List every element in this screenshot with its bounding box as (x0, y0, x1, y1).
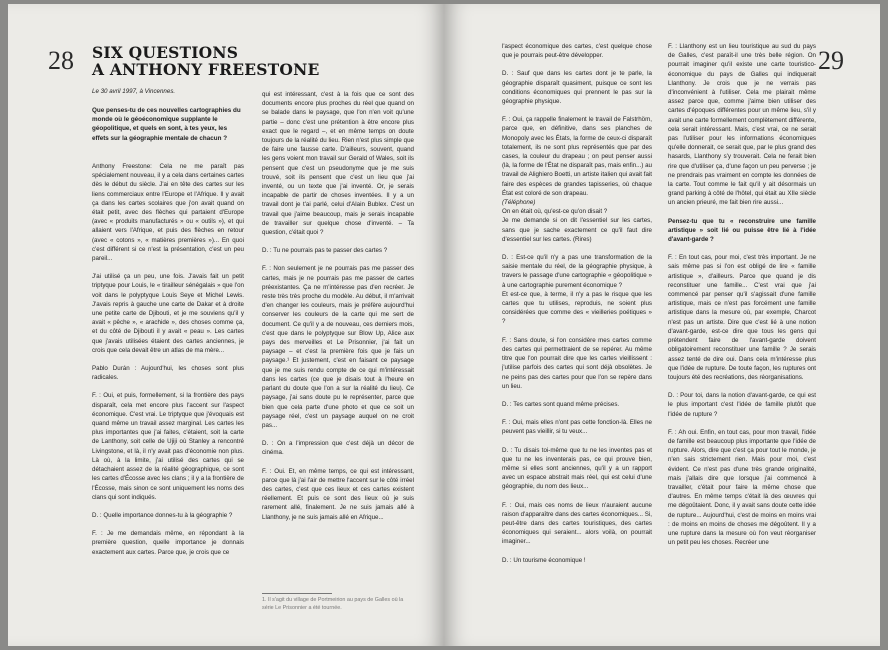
footnote: 1. Il s'agit du village de Portmeirion au pays de Galles où la série Le Prisonnier a été tournée. (262, 597, 404, 611)
paragraph: F. : Oui, et puis, formellement, si la frontière des pays disparaît, cela met encore plus l'accent sur l'aspect économique. C'est vrai. Le triptyque que j'évoquais est quand même un travail assez marginal. Les cartes les plus importantes que j'ai faites, c'étaient, soit la carte de Lanthony, soit celle de Ujiji où Stanley a rencontré Livingstone, et là, il n'y avait pas d'économie non plus. Là où, à la limite, j'ai utilisé des cartes qui se détachaient assez de la réalité géographique, ce sont les cartes d'Écosse avec les clans ; il y a la frontière de l'Écosse, mais sinon ce sont uniquement les noms des clans qui sont indiqués. (92, 392, 244, 501)
text-column-1 (92, 162, 244, 566)
page-number-right: 29 (818, 46, 844, 75)
paragraph: D. : On a l'impression que c'est déjà un décor de cinéma. (262, 440, 414, 457)
paragraph: D. : Quelle importance donnes-tu à la géographie ? (92, 511, 233, 519)
question: Pensez-tu que tu « reconstruire une famille artistique » soit lié ou puisse être lié à l'idée d'avant-garde ? (668, 217, 816, 244)
paragraph: D. : Tu ne pourrais pas te passer des cartes ? (262, 247, 388, 255)
title-line-1: SIX QUESTIONS (92, 43, 239, 62)
paragraph: J'ai utilisé ça un peu, une fois. J'avais fait un petit triptyque pour Louis, le « tirailleur sénégalais » que l'on voit dans le polyptyque Louis Seye et Michel Lewis. J'avais repris à gauche une carte de Dakar et à droite une petite carte de Djibouti, et je me souviens qu'il y avait « pêche », « arachide », des choses comme ça, et du côté de Djibouti il y avait « peau ». Les cartes que j'avais utilisées étaient des cartes anciennes, je crois que cela devait être un atlas de ma mère... (92, 273, 244, 354)
text-column-2 (262, 90, 414, 531)
paragraph: Je me demande si on dit l'essentiel sur les cartes, sans que je sache exactement ce qu'il faut dire d'essentiel sur les cartes. (Rires) (502, 217, 652, 243)
paragraph: On en était où, qu'est-ce qu'on disait ? (502, 208, 608, 216)
paragraph: F. : Je me demandais même, en répondant à la première question, quelle importance je donnais exactement aux cartes. Parce que, je crois que ce (92, 530, 244, 556)
text-column-3 (502, 42, 652, 574)
paragraph: F. : Oui, mais elles n'ont pas cette fonction-là. Elles ne peuvent pas vieillir, si tu veux... (502, 419, 652, 436)
paragraph: qui est intéressant, c'est à la fois que ce sont des documents encore plus proches du réel que quand on se balade dans le paysage, que l'on n'en voit qu'une partie – donc c'est une prétention à être encore plus exact que le regard –, et en même temps on doute toujours de la réalité du lieu. Rien n'est plus simple que de faire une fausse carte. D'ailleurs, souvent, quand les gens voient mon travail sur Gerald of Wales, soit ils pensent que c'est un pseudonyme que je me suis trouvé, soit ils pensent que c'est un lieu que j'ai inventé, ou un texte que j'ai inventé. Or, je serais incapable de partir de choses inventées. Il y a un travail dont je t'ai parlé, celui d'Alain Bublex. C'est un travail que j'aime beaucoup, mais je serais incapable de travailler sur quelque chose d'inventé. – Ta question, c'était quoi ? (262, 91, 414, 237)
paragraph: D. : Est-ce qu'il n'y a pas une transformation de la saisie mentale du réel, de la géographie physique, à travers le passage d'une cartographie « géopolitique » à une cartographie purement économique ? (502, 254, 652, 289)
paragraph: D. : Un tourisme économique ! (502, 556, 586, 564)
paragraph: D. : Pour toi, dans la notion d'avant-garde, ce qui est le plus important c'est l'idée de famille plutôt que l'idée de rupture ? (668, 392, 816, 418)
intro-question: Que penses-tu de ces nouvelles cartographies du monde où le géoéconomique supplante le géopolitique, et quels en sont, à tes yeux, les effets sur la géographie mentale de chacun ? (92, 107, 241, 142)
stage-direction: (Téléphone) (502, 199, 536, 207)
paragraph: F. : En tout cas, pour moi, c'est très important. Je ne sais même pas si l'on est obligé de lire « famille artistique », d'ailleurs. Parce que quand je dis reconstituer une famille... C'est vrai que j'ai commencé par penser qu'il s'agissait d'une famille artistique, mais ce n'est pas forcément une famille artistique dans la mesure où, par exemple, Charcot n'est pas un artiste. Dire que c'est lié à une notion d'avant-garde, est-ce dire que tous les gens qui prétendent faire de l'avant-garde doivent obligatoirement reconstituer une famille ? Je serais assez tenté de dire oui. Dans cela m'intéresse plus que l'idée de rupture. De toute façon, les ruptures ont toujours été des recréations, des réorganisations. (668, 254, 816, 381)
paragraph: F. : Oui. Et, en même temps, ce qui est intéressant, parce que là j'ai l'air de mettre l'accent sur le côté irréel des cartes, c'est que ces lieux et ces cartes existent réellement. Et puis ce sont des lieux où je suis rarement allé, finalement. Je ne suis jamais allé à Llanthony, je ne suis jamais allé en Afrique... (262, 467, 414, 521)
paragraph: D. : Tu disais toi-même que tu ne les inventes pas et que tu ne les inventerais pas, ce qui prouve bien, même si elles sont anciennes, qu'il y a un rapport avec un espace abstrait mais réel, qui est celui d'une géographie, du nom des lieux... (502, 446, 652, 491)
paragraph: F. : Sans doute, si l'on considère mes cartes comme des cartes qui permettraient de se repérer. Au même titre que l'on pourrait dire que les cartes vieillissent : j'utilise parfois des cartes qui sont déjà obsolètes. Je ne peins pas des cartes pour que l'on se repère dans un lieu. (502, 336, 652, 390)
paragraph: F. : Ah oui. Enfin, en tout cas, pour mon travail, l'idée de famille est beaucoup plus importante que l'idée de rupture. Alors, dire que c'est ça pour tout le monde, je n'en sais strictement rien. Mais pour moi, c'est évident. Ce n'est pas d'une très grande originalité, mais j'allais dire que lorsque j'ai commencé à travailler, c'était pour faire la même chose que d'autres. En même temps c'était là des œuvres qui me dégoûtaient. Donc, il y avait sans doute cette idée de rupture... Aujourd'hui, c'est de moins en moins vrai : de moins en moins de choses me dégoûtent. Il y a une rupture dans la mesure où l'on veut réorganiser un petit peu les choses. Recréer une (668, 428, 816, 547)
article-title (92, 44, 319, 78)
paragraph: l'aspect économique des cartes, c'est quelque chose que je pourrais peut-être développer. (502, 43, 652, 60)
paragraph: D. : Sauf que dans les cartes dont je te parle, la géographie disparaît quasiment, puisque ce sont les conditions économiques qui prennent le pas sur la géographie physique. (502, 70, 652, 106)
text-column-4 (668, 42, 816, 556)
footnote-rule (262, 593, 332, 594)
paragraph: F. : Llanthony est un lieu touristique au sud du pays de Galles, c'est paraît-il une très belle région. On pourrait imaginer qu'il existe une carte touristico-économique du pays de Galles qui indiquerait Llanthony. Je crois que je ne verrais pas d'inconvénient à l'utiliser. Cela me plairait même assez parce que, comme j'aime bien utiliser des cartes d'époques différentes pour un même lieu, s'il y avait une carte formellement complètement différente, cela serait intéressant. Mais, c'est vrai, ce ne serait pas l'utiliser pour les informations économiques qu'elle donnerait, ce serait que, par le plus grand des hasards, Llanthony s'y trouverait. Cela ne ferait bien rire que d'utiliser ça, d'une façon un peu perverse ; je ne prendrais pas vraiment en compte les données de la carte. Tout comme le fait qu'il y ait désormais un grand parking à côté de l'hôtel, qui était au XIIe siècle un ancien prieuré, me fait bien rire aussi... (668, 43, 816, 207)
book-spread (8, 4, 880, 646)
interview-date: Le 30 avril 1997, à Vincennes. (92, 88, 176, 95)
title-line-2: A ANTHONY FREESTONE (92, 60, 320, 79)
page-number-left: 28 (48, 46, 74, 75)
paragraph: F. : Non seulement je ne pourrais pas me passer des cartes, mais je ne pourrais pas me passer de cartes préexistantes. Ça ne m'intéresse pas d'en recréer. Je reste très très proche du modèle. Au début, il m'arrivait d'en changer les couleurs, mais je préfère aujourd'hui conserver les couleurs de la carte qui me sert de document. Ce qu'il y a de nouveau, ces derniers mois, c'est que dans le polyptyque sur Blow Up, Alice aux pays des merveilles et Le Prisonnier, j'ai fait un paysage – et c'est la première fois que je fais un paysage.¹ Et justement, c'est en faisant ce paysage que je me suis rendu compte de ce qui m'intéressait dans les cartes (ce que je disais tout à l'heure en parlant du doute que l'on a sur la réalité du lieu). Ce paysage, j'ai sans doute pu le représenter, parce que bien que cela parte d'une photo et que ce soit un paysage réel, c'est un paysage auquel on ne croit pas... (262, 265, 414, 429)
paragraph: Et est-ce que, à terme, il n'y a pas le risque que les cartes que tu utilises, reproduis, ne soient plus considérées que comme des « vieilleries poétiques » ? (502, 290, 652, 326)
paragraph: Anthony Freestone: Cela ne me paraît pas spécialement nouveau, il y a cela dans certaines cartes dès le début du siècle. J'ai en tête des cartes sur les liens commerciaux entre l'Europe et l'Afrique. Il y avait ça dans les cartes scolaires que j'on avait quand on était petit, avec des flèches qui partaient d'Europe (avec « produits manufacturés » ou « outils »), et qui allaient vers l'Afrique, et puis des flèches en retour (avec « cotons », « matières premières »)... En quoi c'est différent si ce n'est la présentation, c'est un peu pareil... (92, 163, 244, 263)
right-page (444, 4, 880, 646)
paragraph: D. : Tes cartes sont quand même précises. (502, 400, 620, 408)
paragraph: F. : Oui, ça rappelle finalement le travail de Falstrhöm, parce que, en définitive, dans ses planches de Monopoly avec les États, la forme de ceux-ci disparaît totalement, ils ne sont plus représentés que par des cases, la couleur du drapeau ; on peut penser aussi (là, la forme de l'État ne disparaît pas, mais enfin...) au travail de Alighiero Boetti, un artiste italien qui avait fait faire des espèces de grandes tapisseries, où chaque État est coloré de son drapeau. (502, 116, 652, 197)
paragraph: F. : Oui, mais ces noms de lieux n'auraient aucune raison d'apparaître dans des cartes économiques... Si, peut-être dans des cartes touristiques, des cartes économiques qui seraient... alors voilà, on pourrait imaginer... (502, 501, 652, 546)
paragraph: Pablo Durán : Aujourd'hui, les choses sont plus radicales. (92, 365, 244, 382)
left-page (8, 4, 444, 646)
